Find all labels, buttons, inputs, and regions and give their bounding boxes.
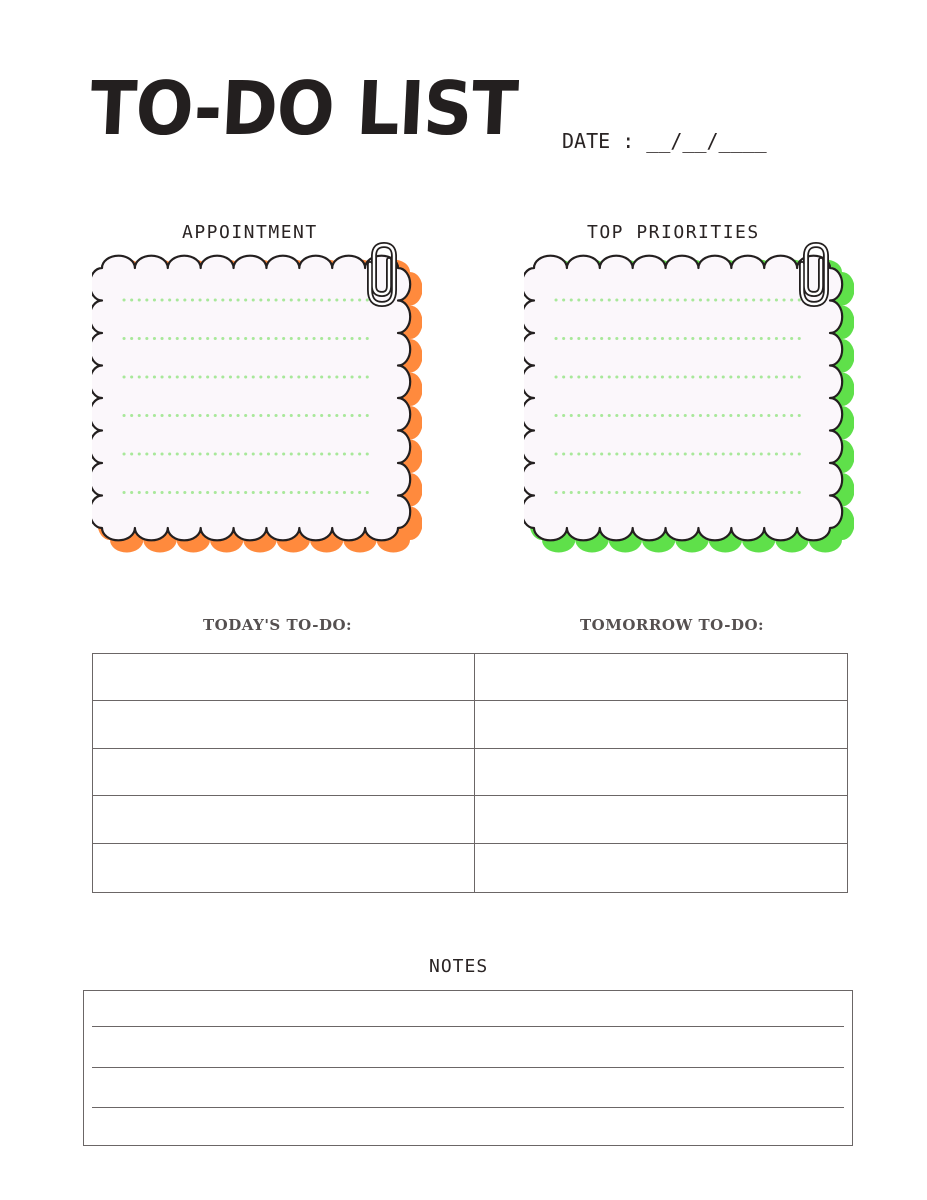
notes-line	[92, 1026, 844, 1027]
todo-row	[93, 654, 847, 701]
top-priorities-note-card[interactable]	[524, 240, 854, 555]
today-todo-cell[interactable]	[93, 844, 474, 891]
note-card-body	[524, 256, 842, 541]
todays-todo-heading: TODAY'S TO-DO:	[203, 616, 353, 634]
today-todo-cell[interactable]	[93, 701, 474, 748]
today-todo-cell[interactable]	[93, 749, 474, 796]
today-todo-cell[interactable]	[93, 654, 474, 701]
todo-row	[93, 749, 847, 796]
note-card-body	[92, 256, 410, 541]
tomorrow-todo-cell[interactable]	[475, 654, 847, 701]
today-todo-cell[interactable]	[93, 796, 474, 843]
tomorrow-todo-cell[interactable]	[475, 796, 847, 843]
appointment-heading: APPOINTMENT	[182, 222, 318, 243]
todo-table	[92, 653, 848, 893]
todo-row	[93, 796, 847, 843]
note-card-graphic	[92, 240, 422, 555]
notes-line	[92, 1067, 844, 1068]
top-priorities-heading: TOP PRIORITIES	[587, 222, 760, 243]
notes-heading: NOTES	[429, 956, 489, 977]
notes-box[interactable]	[83, 990, 853, 1146]
date-field[interactable]: DATE : __/__/____	[562, 129, 767, 153]
notes-line	[92, 1107, 844, 1108]
tomorrow-todo-cell[interactable]	[475, 844, 847, 891]
page-title: TO-DO LIST	[88, 66, 520, 152]
todo-row	[93, 701, 847, 748]
tomorrow-todo-cell[interactable]	[475, 749, 847, 796]
tomorrow-todo-cell[interactable]	[475, 701, 847, 748]
todo-row	[93, 844, 847, 891]
note-card-graphic	[524, 240, 854, 555]
tomorrow-todo-heading: TOMORROW TO-DO:	[580, 616, 765, 634]
appointment-note-card[interactable]	[92, 240, 422, 555]
